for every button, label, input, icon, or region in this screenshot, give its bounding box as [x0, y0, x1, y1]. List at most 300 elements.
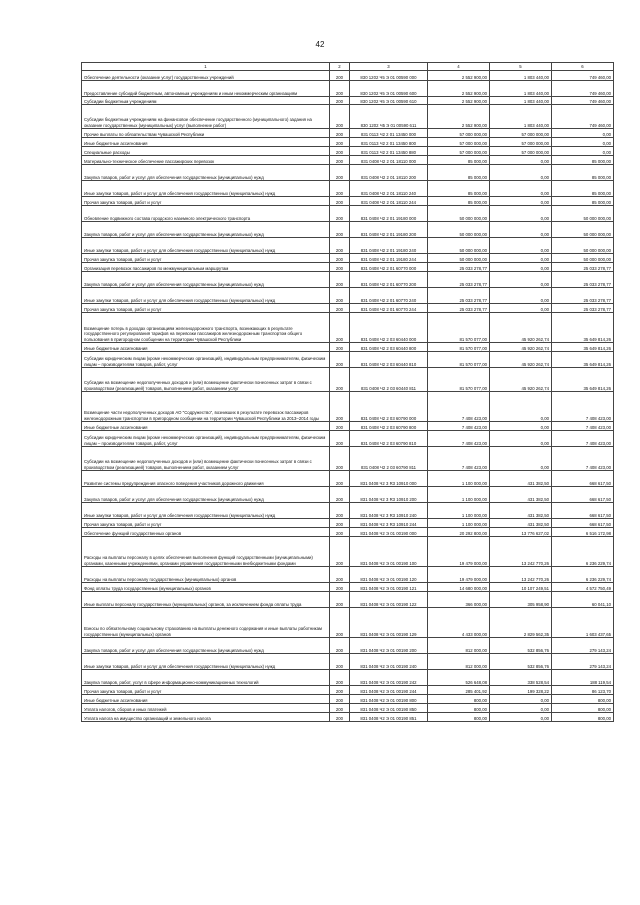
row-rest-cell: 188 119,54 [552, 670, 614, 686]
row-plan-cell: 57 000 000,00 [428, 147, 490, 156]
row-code-cell: 200 [330, 147, 350, 156]
row-kbk-cell: 831 0408 Ч2 Э 01 00190 850 [350, 704, 428, 713]
row-code-cell: 200 [330, 156, 350, 165]
row-code-cell: 200 [330, 288, 350, 304]
row-name-cell: Субсидии бюджетным учреждениям [82, 97, 330, 105]
row-plan-cell: 7 408 423,00 [428, 392, 490, 422]
row-kbk-cell: 830 1202 Ч5 Э 01 00590 610 [350, 97, 428, 105]
table-row [82, 181, 614, 197]
row-plan-cell: 20 292 800,00 [428, 528, 490, 537]
row-code-cell: 200 [330, 704, 350, 713]
row-code-cell: 200 [330, 165, 350, 181]
table-row [82, 97, 614, 105]
row-name-cell: Прочая закупка товаров, работ и услуг [82, 686, 330, 695]
row-plan-cell: 800,00 [428, 713, 490, 722]
row-fact-cell: 0,00 [490, 181, 552, 197]
table-row [82, 254, 614, 263]
row-name-cell: Субсидии юридическим лицам (кроме некоммерческих организаций), индивидуальным предпринимателям, физическим лицам – производителям товаров, работ, услуг [82, 431, 330, 447]
row-fact-cell: 0,00 [490, 695, 552, 704]
row-fact-cell: 338 528,54 [490, 670, 552, 686]
row-fact-cell: 0,00 [490, 165, 552, 181]
row-kbk-cell: 831 0408 Ч2 Э 01 00190 000 [350, 528, 428, 537]
row-code-cell: 200 [330, 537, 350, 567]
row-rest-cell: 279 143,24 [552, 638, 614, 654]
row-kbk-cell: 831 0408 Ч2 Э 01 00190 100 [350, 537, 428, 567]
row-fact-cell: 532 856,76 [490, 638, 552, 654]
row-fact-cell: 431 382,50 [490, 487, 552, 503]
row-name-cell: Субсидии бюджетным учреждениям на финансовое обеспечение государственного (муниципального) задания на оказание государственных (муниципальных) услуг (выполнение работ) [82, 105, 330, 129]
row-kbk-cell: 831 0408 Ч2 2 03 60790 800 [350, 422, 428, 431]
row-rest-cell: 1 603 437,65 [552, 608, 614, 638]
row-name-cell: Иные выплаты персоналу государственных (муниципальных) органов, за исключением фонда оплаты труда [82, 592, 330, 608]
row-code-cell: 200 [330, 567, 350, 583]
row-rest-cell: 85 000,00 [552, 197, 614, 206]
row-rest-cell: 7 408 423,00 [552, 431, 614, 447]
row-code-cell: 200 [330, 422, 350, 431]
row-kbk-cell: 831 0408 Ч2 2 01 60770 200 [350, 272, 428, 288]
row-name-cell: Субсидии юридическим лицам (кроме некоммерческих организаций), индивидуальным предпринимателям, физическим лицам – производителям товаров, работ, услуг [82, 352, 330, 368]
row-code-cell: 200 [330, 97, 350, 105]
row-code-cell: 200 [330, 392, 350, 422]
row-rest-cell: 35 649 814,26 [552, 368, 614, 392]
row-plan-cell: 57 000 000,00 [428, 129, 490, 138]
row-plan-cell: 7 408 423,00 [428, 422, 490, 431]
row-kbk-cell: 830 1202 Ч5 Э 01 00590 600 [350, 81, 428, 97]
row-code-cell: 200 [330, 528, 350, 537]
row-name-cell: Возмещение потерь в доходах организациям железнодорожного транспорта, возникающих в результате государственного регулирования тарифов на перевозки пассажиров железнодорожным транспортом общего пользования в пригородном сообщении на территории Чувашской Республики [82, 313, 330, 343]
row-plan-cell: 19 479 000,00 [428, 567, 490, 583]
table-row [82, 422, 614, 431]
header-cell: 6 [552, 63, 614, 71]
row-fact-cell: 45 920 262,74 [490, 368, 552, 392]
row-kbk-cell: 831 0113 Ч2 2 01 13450 800 [350, 138, 428, 147]
row-fact-cell: 1 803 440,00 [490, 81, 552, 97]
table-row [82, 638, 614, 654]
table-row [82, 695, 614, 704]
row-rest-cell: 60 041,10 [552, 592, 614, 608]
row-fact-cell: 0,00 [490, 197, 552, 206]
row-fact-cell: 13 776 627,02 [490, 528, 552, 537]
row-kbk-cell: 831 0408 Ч2 2 01 19180 200 [350, 222, 428, 238]
row-name-cell: Прочая закупка товаров, работ и услуг [82, 197, 330, 206]
row-plan-cell: 812 000,00 [428, 654, 490, 670]
table-row [82, 272, 614, 288]
row-fact-cell: 431 382,50 [490, 519, 552, 528]
row-fact-cell: 57 000 000,00 [490, 138, 552, 147]
row-rest-cell: 85 000,00 [552, 181, 614, 197]
row-plan-cell: 57 000 000,00 [428, 138, 490, 147]
row-rest-cell: 86 123,70 [552, 686, 614, 695]
row-fact-cell: 13 242 770,26 [490, 537, 552, 567]
row-code-cell: 200 [330, 654, 350, 670]
table-row [82, 487, 614, 503]
row-code-cell: 200 [330, 129, 350, 138]
row-rest-cell: 749 460,00 [552, 105, 614, 129]
table-row [82, 704, 614, 713]
table-row [82, 165, 614, 181]
row-rest-cell: 35 649 814,26 [552, 343, 614, 352]
table-row [82, 288, 614, 304]
row-rest-cell: 749 460,00 [552, 81, 614, 97]
row-code-cell: 200 [330, 608, 350, 638]
table-row [82, 519, 614, 528]
row-kbk-cell: 831 0113 Ч2 2 01 13450 880 [350, 147, 428, 156]
row-fact-cell: 1 803 440,00 [490, 71, 552, 81]
row-plan-cell: 25 033 278,77 [428, 288, 490, 304]
row-rest-cell: 0,00 [552, 138, 614, 147]
row-name-cell: Прочая закупка товаров, работ и услуг [82, 519, 330, 528]
row-name-cell: Расходы на выплаты персоналу в целях обеспечения выполнения функций государственными (муниципальными) органами, казенными учреждениями, органами управления государственными внебюджетными фондами [82, 537, 330, 567]
table-row [82, 471, 614, 487]
row-code-cell: 200 [330, 487, 350, 503]
row-plan-cell: 285 401,92 [428, 686, 490, 695]
row-plan-cell: 2 552 900,00 [428, 105, 490, 129]
row-rest-cell: 25 033 278,77 [552, 304, 614, 313]
header-cell: 3 [350, 63, 428, 71]
row-rest-cell: 35 649 814,26 [552, 313, 614, 343]
table-row [82, 686, 614, 695]
row-plan-cell: 85 000,00 [428, 156, 490, 165]
row-code-cell: 200 [330, 313, 350, 343]
row-name-cell: Возмещение части недополученных доходов АО "Содружество", возникших в результате перевозок пассажиров железнодорожным транспортом в пригородном сообщении на территории Чувашской Республики за 2013–2014 годы [82, 392, 330, 422]
row-rest-cell: 668 617,50 [552, 487, 614, 503]
row-plan-cell: 7 408 423,00 [428, 447, 490, 471]
table-row [82, 528, 614, 537]
row-code-cell: 200 [330, 592, 350, 608]
row-rest-cell: 50 000 000,00 [552, 254, 614, 263]
row-plan-cell: 50 000 000,00 [428, 206, 490, 222]
row-code-cell: 200 [330, 431, 350, 447]
table-row [82, 263, 614, 272]
table-row [82, 206, 614, 222]
row-code-cell: 200 [330, 519, 350, 528]
row-fact-cell: 0,00 [490, 304, 552, 313]
row-plan-cell: 2 552 900,00 [428, 81, 490, 97]
row-name-cell: Закупка товаров, работ и услуг для обеспечения государственных (муниципальных) нужд [82, 222, 330, 238]
row-code-cell: 200 [330, 263, 350, 272]
row-name-cell: Иные бюджетные ассигнования [82, 695, 330, 704]
table-row [82, 670, 614, 686]
table-row [82, 105, 614, 129]
row-fact-cell: 0,00 [490, 238, 552, 254]
row-plan-cell: 50 000 000,00 [428, 222, 490, 238]
row-plan-cell: 800,00 [428, 704, 490, 713]
row-fact-cell: 57 000 000,00 [490, 147, 552, 156]
row-kbk-cell: 831 0408 Ч2 2 03 60440 811 [350, 368, 428, 392]
header-cell: 2 [330, 63, 350, 71]
row-name-cell: Развитие системы предупреждения опасного поведения участников дорожного движения [82, 471, 330, 487]
row-fact-cell: 0,00 [490, 222, 552, 238]
budget-table [81, 62, 614, 722]
row-plan-cell: 526 648,08 [428, 670, 490, 686]
row-code-cell: 200 [330, 670, 350, 686]
row-name-cell: Иные закупки товаров, работ и услуг для обеспечения государственных (муниципальных) нужд [82, 288, 330, 304]
row-kbk-cell: 831 0408 Ч2 3 R3 10910 200 [350, 487, 428, 503]
header-row [82, 63, 614, 71]
row-code-cell: 200 [330, 254, 350, 263]
row-rest-cell: 800,00 [552, 695, 614, 704]
row-code-cell: 200 [330, 138, 350, 147]
row-name-cell: Обеспечение функций государственных органов [82, 528, 330, 537]
row-code-cell: 200 [330, 713, 350, 722]
row-kbk-cell: 831 0408 Ч2 2 01 60770 244 [350, 304, 428, 313]
row-rest-cell: 50 000 000,00 [552, 222, 614, 238]
row-code-cell: 200 [330, 447, 350, 471]
row-name-cell: Закупка товаров, работ и услуг для обеспечения государственных (муниципальных) нужд [82, 165, 330, 181]
header-cell: 5 [490, 63, 552, 71]
row-fact-cell: 0,00 [490, 704, 552, 713]
row-name-cell: Иные закупки товаров, работ и услуг для обеспечения государственных (муниципальных) нужд [82, 238, 330, 254]
row-plan-cell: 800,00 [428, 695, 490, 704]
row-fact-cell: 0,00 [490, 288, 552, 304]
row-code-cell: 200 [330, 206, 350, 222]
row-code-cell: 200 [330, 686, 350, 695]
table-row [82, 238, 614, 254]
row-kbk-cell: 831 0408 Ч2 2 03 60790 811 [350, 447, 428, 471]
row-rest-cell: 668 617,50 [552, 519, 614, 528]
row-fact-cell: 0,00 [490, 431, 552, 447]
row-name-cell: Взносы по обязательному социальному страхованию на выплаты денежного содержания и иные выплаты работникам государственных (муниципальных) органов [82, 608, 330, 638]
row-rest-cell: 749 460,00 [552, 97, 614, 105]
row-kbk-cell: 831 0408 Ч2 2 01 19180 000 [350, 206, 428, 222]
row-code-cell: 200 [330, 638, 350, 654]
row-rest-cell: 25 033 278,77 [552, 288, 614, 304]
row-rest-cell: 50 000 000,00 [552, 238, 614, 254]
row-fact-cell: 199 328,22 [490, 686, 552, 695]
header-cell: 1 [82, 63, 330, 71]
row-rest-cell: 749 460,00 [552, 71, 614, 81]
row-kbk-cell: 831 0408 Ч2 2 01 18110 200 [350, 165, 428, 181]
table-row [82, 368, 614, 392]
row-code-cell: 200 [330, 304, 350, 313]
row-kbk-cell: 831 0408 Ч2 Э 01 00190 240 [350, 654, 428, 670]
row-kbk-cell: 831 0408 Ч2 2 01 19180 240 [350, 238, 428, 254]
row-plan-cell: 81 570 077,00 [428, 343, 490, 352]
table-row [82, 567, 614, 583]
row-rest-cell: 668 617,50 [552, 471, 614, 487]
row-rest-cell: 7 408 423,00 [552, 422, 614, 431]
row-name-cell: Прочая закупка товаров, работ и услуг [82, 254, 330, 263]
row-name-cell: Материально-техническое обеспечение пассажирских перевозок [82, 156, 330, 165]
row-plan-cell: 19 479 000,00 [428, 537, 490, 567]
row-fact-cell: 0,00 [490, 392, 552, 422]
row-fact-cell: 45 920 262,74 [490, 343, 552, 352]
row-name-cell: Иные бюджетные ассигнования [82, 343, 330, 352]
row-kbk-cell: 831 0408 Ч2 2 01 60770 000 [350, 263, 428, 272]
row-rest-cell: 6 236 229,74 [552, 537, 614, 567]
row-name-cell: Иные закупки товаров, работ и услуг для обеспечения государственных (муниципальных) нужд [82, 654, 330, 670]
header-cell: 4 [428, 63, 490, 71]
row-fact-cell: 0,00 [490, 272, 552, 288]
row-plan-cell: 25 033 278,77 [428, 304, 490, 313]
table-row [82, 313, 614, 343]
row-plan-cell: 85 000,00 [428, 197, 490, 206]
row-kbk-cell: 831 0408 Ч2 Э 01 00190 851 [350, 713, 428, 722]
row-kbk-cell: 831 0408 Ч2 Э 01 00190 122 [350, 592, 428, 608]
row-fact-cell: 10 107 249,51 [490, 583, 552, 592]
row-rest-cell: 85 000,00 [552, 156, 614, 165]
row-fact-cell: 1 803 440,00 [490, 97, 552, 105]
row-fact-cell: 45 920 262,74 [490, 352, 552, 368]
row-plan-cell: 25 033 278,77 [428, 272, 490, 288]
row-name-cell: Прочие выплаты по обязательствам Чувашской Республики [82, 129, 330, 138]
table-row [82, 431, 614, 447]
row-name-cell: Закупка товаров, работ и услуг для обеспечения государственных (муниципальных) нужд [82, 487, 330, 503]
row-name-cell: Специальные расходы [82, 147, 330, 156]
row-plan-cell: 4 433 000,00 [428, 608, 490, 638]
table-row [82, 392, 614, 422]
row-name-cell: Организация перевозок пассажиров по межмуниципальным маршрутам [82, 263, 330, 272]
table-row [82, 156, 614, 165]
row-rest-cell: 85 000,00 [552, 165, 614, 181]
row-fact-cell: 2 829 562,35 [490, 608, 552, 638]
row-code-cell: 200 [330, 197, 350, 206]
row-plan-cell: 14 680 000,00 [428, 583, 490, 592]
row-code-cell: 200 [330, 471, 350, 487]
row-rest-cell: 4 572 750,49 [552, 583, 614, 592]
row-kbk-cell: 831 0408 Ч2 2 03 60440 810 [350, 352, 428, 368]
row-plan-cell: 1 100 000,00 [428, 471, 490, 487]
row-kbk-cell: 831 0408 Ч2 Э 01 00190 242 [350, 670, 428, 686]
page-number: 42 [315, 40, 325, 49]
row-code-cell: 200 [330, 81, 350, 97]
row-rest-cell: 25 033 278,77 [552, 263, 614, 272]
row-code-cell: 200 [330, 343, 350, 352]
table-row [82, 222, 614, 238]
row-name-cell: Расходы на выплаты персоналу государственных (муниципальных) органов [82, 567, 330, 583]
row-kbk-cell: 831 0408 Ч2 2 01 18110 000 [350, 156, 428, 165]
table-row [82, 304, 614, 313]
row-name-cell: Уплата налогов, сборов и иных платежей [82, 704, 330, 713]
table-row [82, 138, 614, 147]
table-row [82, 197, 614, 206]
row-code-cell: 200 [330, 105, 350, 129]
row-kbk-cell: 831 0408 Ч2 2 03 60440 800 [350, 343, 428, 352]
row-rest-cell: 6 516 172,98 [552, 528, 614, 537]
row-rest-cell: 668 617,50 [552, 503, 614, 519]
row-kbk-cell: 831 0408 Ч2 Э 01 00190 121 [350, 583, 428, 592]
table-row [82, 713, 614, 722]
row-plan-cell: 1 100 000,00 [428, 487, 490, 503]
row-code-cell: 200 [330, 222, 350, 238]
row-plan-cell: 50 000 000,00 [428, 254, 490, 263]
row-fact-cell: 305 958,90 [490, 592, 552, 608]
row-kbk-cell: 830 1202 Ч5 Э 01 00590 000 [350, 71, 428, 81]
row-fact-cell: 1 803 440,00 [490, 105, 552, 129]
table-row [82, 343, 614, 352]
row-kbk-cell: 831 0408 Ч2 3 R3 10910 240 [350, 503, 428, 519]
row-plan-cell: 81 570 077,00 [428, 352, 490, 368]
row-rest-cell: 6 236 229,74 [552, 567, 614, 583]
row-plan-cell: 85 000,00 [428, 165, 490, 181]
row-plan-cell: 2 552 900,00 [428, 71, 490, 81]
table-row [82, 71, 614, 81]
row-plan-cell: 1 100 000,00 [428, 519, 490, 528]
row-rest-cell: 35 649 814,26 [552, 352, 614, 368]
row-name-cell: Предоставление субсидий бюджетным, автономным учреждениям и иным некоммерческим организациям [82, 81, 330, 97]
row-rest-cell: 279 143,24 [552, 654, 614, 670]
row-code-cell: 200 [330, 503, 350, 519]
row-rest-cell: 7 408 423,00 [552, 392, 614, 422]
row-rest-cell: 0,00 [552, 129, 614, 138]
row-kbk-cell: 830 1202 Ч5 Э 01 00590 611 [350, 105, 428, 129]
row-fact-cell: 0,00 [490, 713, 552, 722]
row-name-cell: Иные бюджетные ассигнования [82, 422, 330, 431]
table-row [82, 654, 614, 670]
row-code-cell: 200 [330, 352, 350, 368]
row-plan-cell: 25 033 278,77 [428, 263, 490, 272]
row-code-cell: 200 [330, 272, 350, 288]
row-name-cell: Закупка товаров, работ и услуг для обеспечения государственных (муниципальных) нужд [82, 638, 330, 654]
row-name-cell: Иные бюджетные ассигнования [82, 138, 330, 147]
row-plan-cell: 7 408 423,00 [428, 431, 490, 447]
row-kbk-cell: 831 0408 Ч2 2 03 60440 000 [350, 313, 428, 343]
row-kbk-cell: 831 0408 Ч2 2 01 19180 244 [350, 254, 428, 263]
row-kbk-cell: 831 0408 Ч2 3 R3 10910 244 [350, 519, 428, 528]
row-fact-cell: 0,00 [490, 447, 552, 471]
table-row [82, 129, 614, 138]
row-name-cell: Закупка товаров, работ, услуг в сфере информационно-коммуникационных технологий [82, 670, 330, 686]
row-fact-cell: 0,00 [490, 206, 552, 222]
row-fact-cell: 431 382,50 [490, 471, 552, 487]
row-name-cell: Субсидии на возмещение недополученных доходов и (или) возмещение фактически понесенных затрат в связи с производством (реализацией) товаров, выполнением работ, оказанием услуг [82, 368, 330, 392]
row-rest-cell: 0,00 [552, 147, 614, 156]
row-rest-cell: 25 033 278,77 [552, 272, 614, 288]
row-rest-cell: 7 408 423,00 [552, 447, 614, 471]
row-name-cell: Закупка товаров, работ и услуг для обеспечения государственных (муниципальных) нужд [82, 272, 330, 288]
table-row [82, 537, 614, 567]
row-kbk-cell: 831 0408 Ч2 Э 01 00190 800 [350, 695, 428, 704]
row-kbk-cell: 831 0408 Ч2 3 R3 10910 000 [350, 471, 428, 487]
table-row [82, 503, 614, 519]
row-kbk-cell: 831 0408 Ч2 2 01 60770 240 [350, 288, 428, 304]
row-fact-cell: 0,00 [490, 263, 552, 272]
row-code-cell: 200 [330, 583, 350, 592]
row-code-cell: 200 [330, 695, 350, 704]
row-kbk-cell: 831 0408 Ч2 Э 01 00190 120 [350, 567, 428, 583]
table-row [82, 592, 614, 608]
row-fact-cell: 57 000 000,00 [490, 129, 552, 138]
row-rest-cell: 800,00 [552, 713, 614, 722]
row-kbk-cell: 831 0408 Ч2 Э 01 00190 244 [350, 686, 428, 695]
row-code-cell: 200 [330, 181, 350, 197]
row-fact-cell: 0,00 [490, 156, 552, 165]
row-name-cell: Фонд оплаты труда государственных (муниципальных) органов [82, 583, 330, 592]
row-name-cell: Прочая закупка товаров, работ и услуг [82, 304, 330, 313]
row-fact-cell: 13 242 770,26 [490, 567, 552, 583]
row-kbk-cell: 831 0408 Ч2 2 03 60790 810 [350, 431, 428, 447]
row-plan-cell: 2 552 900,00 [428, 97, 490, 105]
row-fact-cell: 532 856,76 [490, 654, 552, 670]
row-rest-cell: 800,00 [552, 704, 614, 713]
table-row [82, 608, 614, 638]
row-plan-cell: 81 570 077,00 [428, 368, 490, 392]
row-kbk-cell: 831 0408 Ч2 2 01 18110 240 [350, 181, 428, 197]
row-plan-cell: 85 000,00 [428, 181, 490, 197]
row-fact-cell: 0,00 [490, 422, 552, 431]
row-name-cell: Уплата налога на имущество организаций и земельного налога [82, 713, 330, 722]
row-name-cell: Иные закупки товаров, работ и услуг для обеспечения государственных (муниципальных) нужд [82, 181, 330, 197]
row-code-cell: 200 [330, 71, 350, 81]
row-name-cell: Обновление подвижного состава городского наземного электрического транспорта [82, 206, 330, 222]
row-plan-cell: 812 000,00 [428, 638, 490, 654]
row-fact-cell: 0,00 [490, 254, 552, 263]
row-code-cell: 200 [330, 368, 350, 392]
row-plan-cell: 50 000 000,00 [428, 238, 490, 254]
row-name-cell: Обеспечение деятельности (оказание услуг) государственных учреждений [82, 71, 330, 81]
table-row [82, 583, 614, 592]
row-kbk-cell: 831 0113 Ч2 2 01 13450 000 [350, 129, 428, 138]
